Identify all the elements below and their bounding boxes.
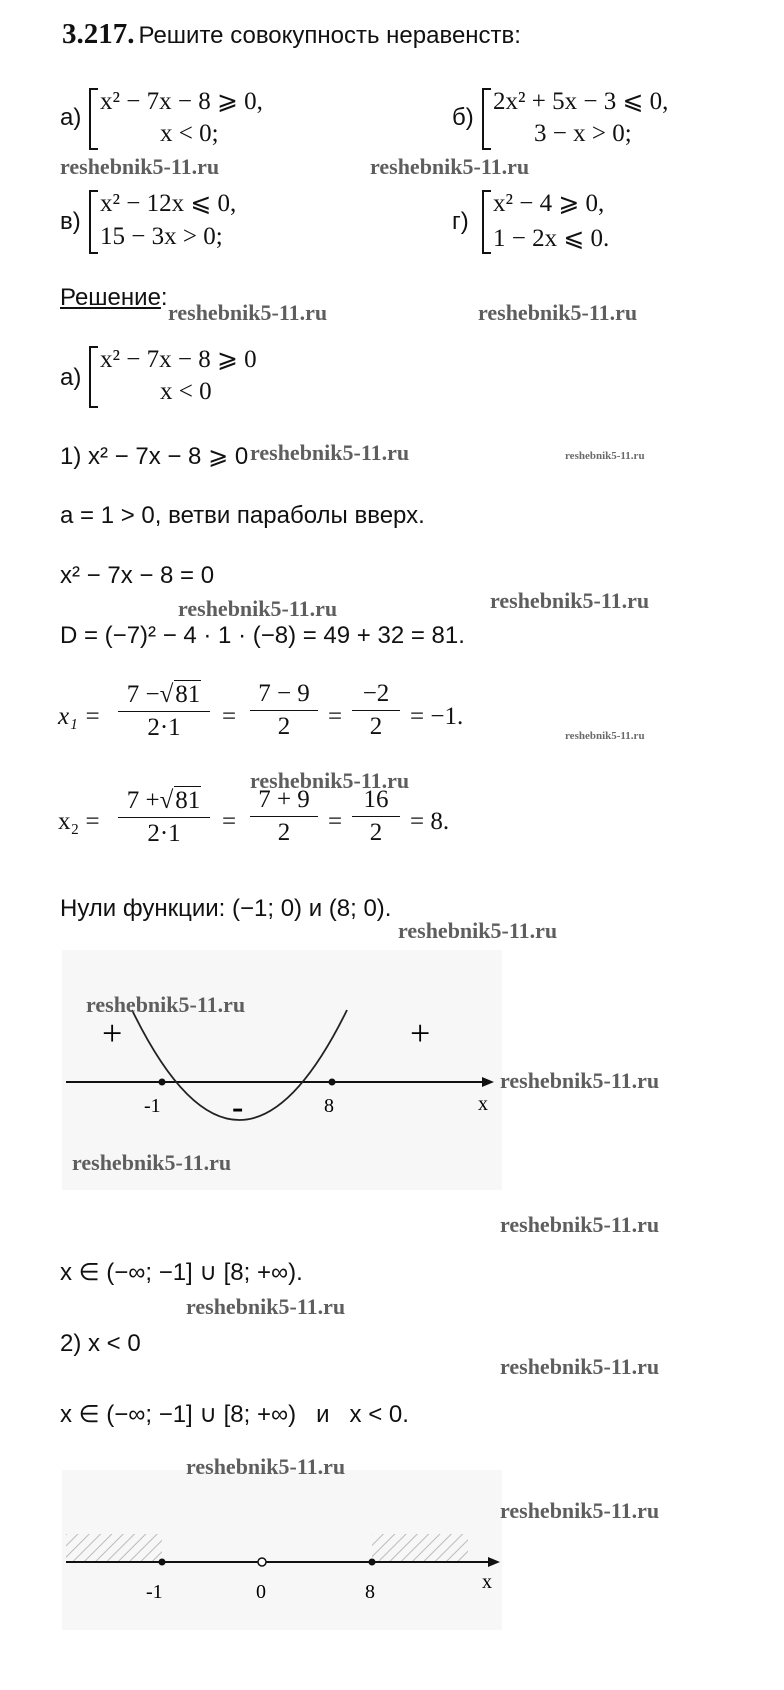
watermark: reshebnik5-11.ru xyxy=(86,992,246,1017)
system-g-bracket xyxy=(482,190,491,254)
graph2-tick-8: 8 xyxy=(365,1581,375,1603)
answer1-text: x ∈ (−∞; −1] ∪ [8; +∞). xyxy=(60,1259,303,1286)
x1-result: = −1. xyxy=(410,703,464,730)
watermark: reshebnik5-11.ru xyxy=(500,1068,660,1093)
x2-f2-num: 7 + 9 xyxy=(258,786,310,813)
x2-f3-den: 2 xyxy=(369,819,383,846)
graph2-axis-label: x xyxy=(482,1571,492,1593)
x1-f1-root: 81 xyxy=(175,681,201,708)
system-g-line2: 1 − 2x ⩽ 0. xyxy=(493,225,610,252)
graph1-tick-8: 8 xyxy=(324,1095,334,1117)
system-v-label: в) xyxy=(60,208,81,235)
solution-heading xyxy=(60,284,168,312)
problem-title xyxy=(62,18,521,51)
step1-text: 1) x² − 7x − 8 ⩾ 0 xyxy=(60,443,249,470)
system-b-bracket xyxy=(482,88,491,150)
x1-fraction-3 xyxy=(352,680,400,741)
zeros-text: Нули функции: (−1; 0) и (8; 0). xyxy=(60,895,392,922)
x1-eq1: = xyxy=(222,703,237,730)
problem-task: Решите совокупность неравенств: xyxy=(138,22,521,49)
x2-f1-den: 2·1 xyxy=(147,820,181,847)
x2-fraction-1 xyxy=(118,786,210,848)
solution-system-line2: x < 0 xyxy=(160,378,212,405)
system-v-bracket xyxy=(89,190,98,254)
watermark: reshebnik5-11.ru xyxy=(250,440,410,465)
solution-heading-text: Решение xyxy=(60,284,161,311)
x1-lhs: x₁ = xyxy=(58,703,101,730)
x2-f1-num-a: 7 + xyxy=(126,787,160,814)
watermark: reshebnik5-11.ru xyxy=(500,1354,660,1379)
graph2-point-0 xyxy=(258,1558,266,1566)
x1-f3-num: −2 xyxy=(362,680,390,707)
system-v-line2: 15 − 3x > 0; xyxy=(100,223,223,250)
watermark: reshebnik5-11.ru xyxy=(500,1212,660,1237)
graph1-point-8 xyxy=(329,1079,336,1086)
graph1-axis-label: x xyxy=(478,1093,488,1115)
problem-number: 3.217. xyxy=(62,18,135,50)
x2-result: = 8. xyxy=(410,808,450,835)
x2-eq1: = xyxy=(222,808,237,835)
combine-text xyxy=(60,1400,409,1429)
graph2-point-minus1 xyxy=(159,1559,166,1566)
solution-system-line1: x² − 7x − 8 ⩾ 0 xyxy=(100,346,257,373)
watermark: reshebnik5-11.ru xyxy=(186,1294,346,1319)
x1-f3-den: 2 xyxy=(369,713,383,740)
graph2-hatch-right xyxy=(372,1534,468,1562)
system-b-line1: 2x² + 5x − 3 ⩽ 0, xyxy=(493,88,669,115)
graph1-plus-left: + xyxy=(102,1013,123,1053)
x1-fraction-1 xyxy=(118,680,210,742)
graph1-tick-minus1: -1 xyxy=(144,1095,161,1117)
graph1-minus: - xyxy=(232,1089,244,1126)
system-a-label: а) xyxy=(60,104,82,131)
graph2-point-8 xyxy=(369,1559,376,1566)
number-line-graph xyxy=(62,1470,502,1630)
watermark: reshebnik5-11.ru xyxy=(178,596,338,621)
graph1-plus-right: + xyxy=(410,1013,431,1053)
system-g-line1: x² − 4 ⩾ 0, xyxy=(493,190,605,217)
watermark: reshebnik5-11.ru xyxy=(72,1150,232,1175)
watermark: reshebnik5-11.ru xyxy=(500,1498,660,1523)
watermark: reshebnik5-11.ru xyxy=(478,300,638,325)
solution-system-bracket xyxy=(89,346,98,408)
watermark: reshebnik5-11.ru xyxy=(565,730,645,742)
watermark: reshebnik5-11.ru xyxy=(60,154,220,179)
combine-and: и xyxy=(316,1401,330,1428)
x2-eq2: = xyxy=(328,808,343,835)
x2-f2-den: 2 xyxy=(277,819,291,846)
graph2-tick-0: 0 xyxy=(256,1581,266,1603)
graph2-hatch-left xyxy=(66,1534,162,1562)
combine-a: x ∈ (−∞; −1] ∪ [8; +∞) xyxy=(60,1401,297,1428)
x2-f3-num: 16 xyxy=(363,786,389,813)
watermark: reshebnik5-11.ru xyxy=(168,300,328,325)
solution-system-label: а) xyxy=(60,364,82,391)
branches-text: a = 1 > 0, ветви параболы вверх. xyxy=(60,502,425,529)
x2-fraction-2 xyxy=(250,786,318,847)
x2-f1-root: 81 xyxy=(175,787,201,814)
watermark: reshebnik5-11.ru xyxy=(565,450,645,462)
system-a-bracket xyxy=(89,88,98,150)
system-g-label: г) xyxy=(452,208,469,235)
system-a-line1: x² − 7x − 8 ⩾ 0, xyxy=(100,88,263,115)
system-b-label: б) xyxy=(452,104,474,131)
combine-b: x < 0. xyxy=(349,1401,409,1428)
x2-lhs: x₂ = xyxy=(58,808,100,835)
system-a-line2: x < 0; xyxy=(160,120,219,147)
discriminant-text: D = (−7)² − 4 · 1 · (−8) = 49 + 32 = 81. xyxy=(60,622,465,649)
watermark: reshebnik5-11.ru xyxy=(250,768,410,793)
x1-eq2: = xyxy=(328,703,343,730)
x1-f1-num-a: 7 − xyxy=(126,681,160,708)
x1-f2-num: 7 − 9 xyxy=(258,680,310,707)
solution-heading-colon: : xyxy=(160,284,168,311)
equation-text: x² − 7x − 8 = 0 xyxy=(60,562,215,589)
graph1-point-minus1 xyxy=(159,1079,166,1086)
x1-f1-sqrt-sign: √ xyxy=(159,681,174,708)
watermark: reshebnik5-11.ru xyxy=(490,588,650,613)
watermark: reshebnik5-11.ru xyxy=(398,918,558,943)
system-v-line1: x² − 12x ⩽ 0, xyxy=(100,190,237,217)
x1-f1-den: 2·1 xyxy=(147,714,181,741)
watermark: reshebnik5-11.ru xyxy=(186,1454,346,1479)
step2-text: 2) x < 0 xyxy=(60,1330,141,1357)
graph2-tick-minus1: -1 xyxy=(146,1581,163,1603)
x1-f2-den: 2 xyxy=(277,713,291,740)
x2-fraction-3 xyxy=(352,786,400,847)
x2-f1-sqrt-sign: √ xyxy=(159,787,174,814)
system-b-line2: 3 − x > 0; xyxy=(534,120,632,147)
x1-fraction-2 xyxy=(250,680,318,741)
watermark: reshebnik5-11.ru xyxy=(370,154,530,179)
